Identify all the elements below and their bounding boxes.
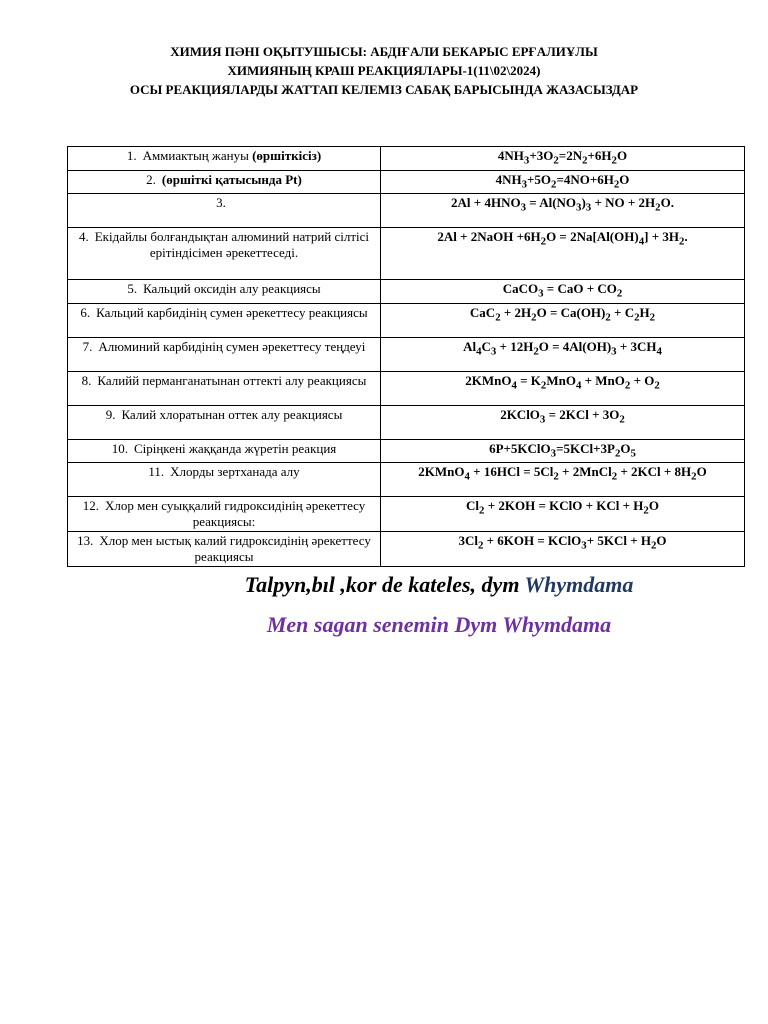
table-row — [68, 194, 745, 228]
reaction-equation: $Al_4C_3 + 12H_2O = 4Al(OH)_3 + 3CH_4$ — [381, 337, 745, 371]
reaction-number: 10. — [111, 440, 128, 456]
reaction-number: 5. — [127, 281, 138, 297]
reaction-equation: 2KMnO$_4$ = $K_2MnO_4 + MnO_2 + O_2$ — [381, 371, 745, 405]
table-row — [68, 337, 745, 371]
teacher-line: ХИМИЯ ПӘНІ ОҚЫТУШЫСЫ: АБДІҒАЛИ БЕКАРЫС ЕРҒАЛИҰЛЫ — [170, 44, 598, 59]
reaction-number: 9. — [105, 406, 116, 422]
table-row — [68, 497, 745, 532]
reaction-number: 1. — [126, 148, 137, 163]
title-line: ХИМИЯНЫҢ КРАШ РЕАКЦИЯЛАРЫ-1(11\02\2024) — [227, 63, 541, 78]
reaction-equation: $4NH_3+3O_2=2N_2+6H_2O$ — [381, 147, 745, 171]
reaction-equation: $Cl_2 + 2KOH$ = KClO + KCl + $H_2O$ — [381, 497, 745, 532]
reaction-number: 4. — [78, 229, 89, 245]
reaction-description — [68, 405, 381, 439]
reaction-description-text: Калий хлоратынан оттек алу реакциясы — [121, 406, 343, 422]
reaction-description-text: Хлор мен суыққалий гидроксидінің әрекеттесу реакциясы: — [104, 498, 366, 530]
reaction-description — [68, 280, 381, 304]
reaction-number: 2. — [146, 171, 156, 187]
motto-line-1-text: Talpyn,bıl ,kor de kateles, dym — [244, 572, 525, 597]
reaction-equation: 2Al + 2NaOH $+6H_2O = 2Na[Al(OH)_4] + 3H_2$. — [381, 228, 745, 280]
reaction-description-text: Калийй перманганатынан оттекті алу реакциясы — [97, 372, 367, 388]
reaction-description — [68, 170, 381, 194]
reaction-description-text: Хлорды зертханада алу — [170, 464, 300, 480]
reaction-equation: $2Al + 4HNO_3 = Al(NO_3)_3$ + NO + $2H_2O$. — [381, 194, 745, 228]
reaction-description-text: Кальций карбидінің сумен әрекеттесу реакциясы — [96, 304, 368, 320]
reaction-equation: $4NH_3+5O_2=4NO+6H_2O$ — [381, 170, 745, 194]
reaction-description — [68, 463, 381, 497]
reaction-number: 13. — [77, 533, 94, 549]
reaction-condition-text: (өршіткісіз) — [252, 148, 322, 163]
table-row — [68, 463, 745, 497]
reaction-description — [68, 337, 381, 371]
table-row — [68, 303, 745, 337]
reaction-condition-text: (өршіткі қатысында Pt) — [161, 171, 302, 187]
reaction-number: 12. — [82, 498, 99, 514]
reaction-equation: CaCO$_3$ = CaO + $CO_2$ — [381, 280, 745, 304]
table-row — [68, 147, 745, 171]
reaction-description-text: Хлор мен ыстық калий гидроксидінің әрекеттесу реакциясы — [99, 533, 371, 565]
reaction-description — [68, 439, 381, 463]
reactions-table — [67, 146, 745, 567]
reaction-equation: $6P+5KClO_3=5KCl+3P_2O_5$ — [381, 439, 745, 463]
table-row — [68, 170, 745, 194]
reaction-number: 8. — [81, 372, 92, 388]
reaction-number: 6. — [80, 304, 91, 320]
reaction-description — [68, 532, 381, 567]
instruction-line: ОСЫ РЕАКЦИЯЛАРДЫ ЖАТТАП КЕЛЕМІЗ САБАҚ БАРЫСЫНДА ЖАЗАСЫЗДАР — [129, 82, 639, 97]
reaction-equation: 2KClO$_3$ = $2KCl + 3O_2$ — [381, 405, 745, 439]
table-row — [68, 228, 745, 280]
reaction-description-text: Алюминий карбидінің сумен әрекеттесу теңдеуі — [98, 338, 366, 354]
table-row — [68, 280, 745, 304]
reaction-description-text: Сіріңкені жаққанда жүретін реакция — [133, 440, 337, 456]
reaction-description — [68, 303, 381, 337]
reaction-equation: $CaC_2 + 2H_2O = Ca(OH)_2 + C_2H_2$ — [381, 303, 745, 337]
document-header — [20, 42, 748, 99]
reaction-description — [68, 497, 381, 532]
motto-line-1-accent: Whymdama — [524, 572, 634, 597]
table-row — [68, 371, 745, 405]
motto-line-2: Men sagan senemin Dym Whymdama — [266, 612, 612, 637]
reaction-equation: $3Cl_2 + 6KOH$ = KClO$_3$+ $5KCl + H_2O$ — [381, 532, 745, 567]
reaction-description-text: Аммиактың жануы — [142, 148, 253, 163]
reaction-equation: 2KMnO$_4$ + $16HCl = 5Cl_2$ + 2MnCl$_2$ + $2KCl + 8H_2O$ — [381, 463, 745, 497]
reaction-number: 3. — [216, 195, 226, 211]
reaction-description-text: Екідайлы болғандықтан алюминий натрий сілтісі ерітіндісімен әрекеттеседі. — [94, 229, 370, 261]
table-row — [68, 405, 745, 439]
reaction-description-text: Кальций оксидін алу реакциясы — [143, 281, 321, 297]
motto-line-1 — [0, 572, 768, 598]
table-row — [68, 439, 745, 463]
reaction-number: 11. — [148, 464, 165, 480]
reaction-description — [68, 371, 381, 405]
reaction-description — [68, 228, 381, 280]
reaction-description — [68, 194, 381, 228]
table-row — [68, 532, 745, 567]
reaction-description — [68, 147, 381, 171]
reaction-number: 7. — [82, 338, 93, 354]
